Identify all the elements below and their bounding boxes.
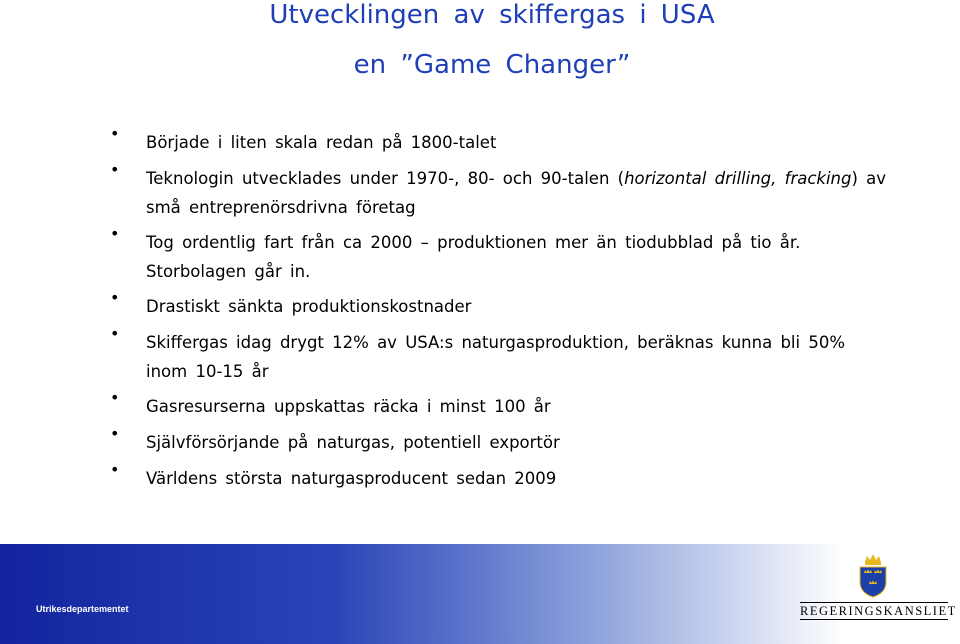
bullet-text: Världens största naturgasproducent sedan 2009: [146, 469, 557, 488]
bullet-icon: •: [110, 224, 120, 243]
logo-rule: [800, 602, 948, 603]
bullet-icon: •: [110, 460, 120, 479]
regeringskansliet-logo-text: REGERINGSKANSLIET: [800, 604, 957, 618]
bullet-italic-text: horizontal drilling, fracking: [624, 169, 852, 188]
bullet-text: Gasresurserna uppskattas räcka i minst 100 år: [146, 397, 551, 416]
list-item: [110, 288, 890, 321]
page-subtitle: en ”Game Changer”: [353, 50, 631, 80]
swedish-coat-of-arms-icon: [856, 552, 890, 598]
bullet-text: Tog ordentlig fart från ca 2000 – produktionen mer än tiodubblad på tio år. Storbolagen går in.: [146, 233, 801, 281]
list-item: [110, 424, 890, 457]
list-item: [110, 160, 890, 222]
bullet-text: Skiffergas idag drygt 12% av USA:s naturgasproduktion, beräknas kunna bli 50% inom 10-15 år: [146, 333, 846, 381]
bullet-text: Drastiskt sänkta produktionskostnader: [146, 297, 472, 316]
bullet-icon: •: [110, 288, 120, 307]
page-title: Utvecklingen av skiffergas i USA: [269, 0, 715, 30]
bullet-text: Teknologin utvecklades under 1970-, 80- och 90-talen (horizontal drilling, fracking) av små entreprenörsdrivna företag: [146, 169, 887, 217]
list-item: [110, 224, 890, 286]
list-item: [110, 460, 890, 493]
bullet-icon: •: [110, 160, 120, 179]
bullet-icon: •: [110, 324, 120, 343]
list-item: [110, 324, 890, 386]
footer-bar: [0, 544, 960, 644]
bullet-text: Började i liten skala redan på 1800-talet: [146, 133, 497, 152]
department-label: Utrikesdepartementet: [36, 604, 129, 614]
bullet-icon: •: [110, 388, 120, 407]
list-item: [110, 388, 890, 421]
bullet-icon: •: [110, 124, 120, 143]
list-item: [110, 124, 890, 157]
bullet-text: Självförsörjande på naturgas, potentiell exportör: [146, 433, 560, 452]
bullet-icon: •: [110, 424, 120, 443]
